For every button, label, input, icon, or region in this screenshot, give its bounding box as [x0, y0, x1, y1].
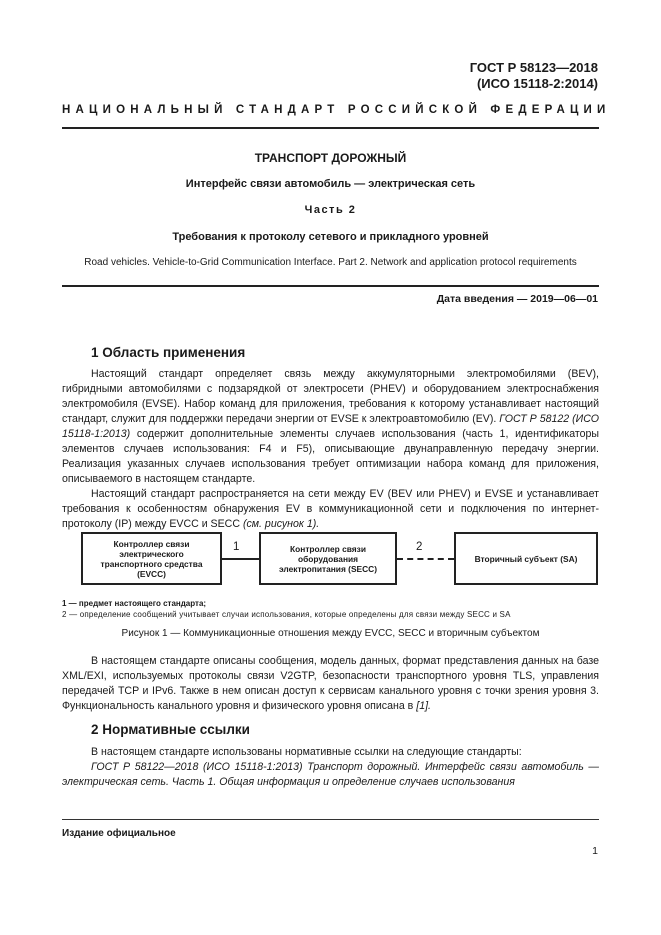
- p3-text: В настоящем стандарте описаны сообщения, модель данных, формат представления данных на базе XML/EXI, используемых протоколы связи V2GTP, безопасности транспортного уровня TLS, управления передачей TCP и IPv6. Также в нем описан доступ к сервисам канального уровня с точки зрения уровня 3. Функциональность канального уровня и физического уровня описана в: [62, 655, 599, 712]
- box-evcc: Контроллер связи электрического транспортного средства (EVCC): [81, 532, 222, 585]
- iso-code: (ИСО 15118-2:2014): [476, 76, 598, 91]
- figure-1-caption: Рисунок 1 — Коммуникационные отношения между EVCC, SECC и вторичным субъектом: [121, 628, 540, 639]
- link-2-label: 2: [416, 541, 423, 553]
- title-line-1: ТРАНСПОРТ ДОРОЖНЫЙ: [254, 151, 407, 165]
- normative-reference: ГОСТ Р 58122—2018 (ИСО 15118-1:2013) Транспорт дорожный. Интерфейс связи автомобиль — электрическая сеть. Часть 1. Общая информация и определение случаев использования: [62, 761, 599, 788]
- section-1-paragraph-3: [62, 654, 599, 714]
- section-2-title: 2 Нормативные ссылки: [91, 722, 250, 737]
- section-2-paragraph-2: [62, 760, 599, 790]
- p1-text: Настоящий стандарт определяет связь между аккумуляторными электромобилями (BEV), гибридными автомобилями с подзарядкой от электросети (PHEV) и оборудованием электроснабжения электромобиля (EVSE). Набор команд для приложения, требования к которому устанавливает настоящий стандарт, служит для поддержки передачи энергии от EVSE к электроавтомобилю (EV).: [62, 368, 599, 425]
- link-secc-sa: [397, 558, 454, 560]
- link-1-label: 1: [233, 541, 240, 553]
- introduction-date: Дата введения — 2019—06—01: [436, 293, 598, 305]
- p2-text: Настоящий стандарт распространяется на сети между EV (BEV или PHEV) и EVSE и устанавливает требования к особенностям обнаружения EV в коммуникационной сети и подключения по интернет-протоколу (IP) между EVCC и SECC: [62, 488, 599, 530]
- title-divider: [62, 285, 599, 287]
- title-line-4: Требования к протоколу сетевого и прикладного уровней: [172, 231, 489, 243]
- footer-divider: [62, 819, 599, 820]
- page-number: 1: [592, 845, 598, 857]
- box-secc: Контроллер связи оборудования электропитания (SECC): [259, 532, 397, 585]
- p3-reference: [1].: [416, 700, 431, 712]
- section-2-heading: [91, 722, 250, 737]
- figure-1-diagram: [62, 525, 599, 595]
- figure-note-1: 1 — предмет настоящего стандарта;: [62, 599, 207, 608]
- section-1-paragraph-1: [62, 367, 599, 487]
- section-1-body: [62, 367, 599, 532]
- section-2-paragraph-1: В настоящем стандарте использованы нормативные ссылки на следующие стандарты:: [91, 746, 522, 758]
- header-divider: [62, 127, 599, 129]
- p1-reference: ГОСТ Р 58122 (ИСО 15118-1:2013): [62, 413, 599, 440]
- p1-tail: содержит дополнительные элементы случаев использования (часть 1, идентификаторы элементов случаев использования: F4 и F5), описывающие двунаправленную передачу энергии. Реализация указанных случаев использования требует оптимизации набора команд для приложения, описываемого в настоящем стандарте.: [62, 428, 599, 485]
- p2-reference: (см. рисунок 1).: [242, 518, 320, 530]
- title-english: Road vehicles. Vehicle-to-Grid Communication Interface. Part 2. Network and application protocol requirements: [84, 257, 577, 268]
- section-1-title: 1 Область применения: [91, 345, 246, 360]
- section-2-body: [62, 745, 599, 790]
- figure-note-2: 2 — определение сообщений учитывает случаи использования, которые определены для связи между SECC и SA: [62, 610, 511, 619]
- official-edition: Издание официальное: [62, 828, 176, 839]
- section-1-heading: [91, 345, 245, 360]
- national-standard-banner: НАЦИОНАЛЬНЫЙ СТАНДАРТ РОССИЙСКОЙ ФЕДЕРАЦИИ: [62, 104, 611, 116]
- link-evcc-secc: [222, 558, 259, 560]
- standard-code: ГОСТ Р 58123—2018: [469, 60, 598, 75]
- title-line-2: Интерфейс связи автомобиль — электрическая сеть: [185, 178, 476, 190]
- box-sa: Вторичный субъект (SA): [454, 532, 598, 585]
- p3: [62, 654, 599, 714]
- title-part: Часть 2: [304, 204, 357, 216]
